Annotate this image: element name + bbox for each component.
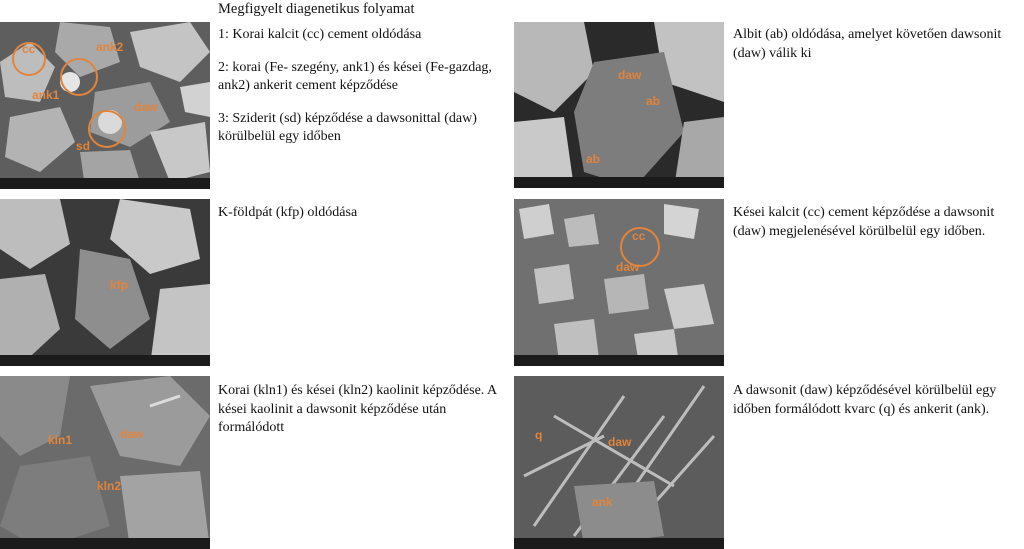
caption-1 xyxy=(218,26,493,161)
label-daw: daw xyxy=(120,427,144,441)
highlight-ring-daw xyxy=(88,110,126,148)
label-daw: daw xyxy=(618,68,642,82)
sem-texture-3 xyxy=(0,199,210,366)
sem-info-bar-6 xyxy=(514,538,724,549)
sem-info-bar-2 xyxy=(514,177,724,188)
sem-image-1 xyxy=(0,22,210,189)
label-daw: daw xyxy=(134,100,158,114)
label-cc: cc xyxy=(22,42,36,56)
sem-info-bar-1 xyxy=(0,178,210,189)
caption-4-text: Kései kalcit (cc) cement képződése a dawsonit (daw) megjelenésével körülbelül egy időben. xyxy=(733,205,995,239)
label-q: q xyxy=(535,428,543,442)
highlight-ring-ank1 xyxy=(60,58,98,96)
caption-3-text: K-földpát (kfp) oldódása xyxy=(218,205,358,220)
caption-3 xyxy=(218,204,493,237)
label-kln2: kln2 xyxy=(97,479,122,493)
label-kln1: kln1 xyxy=(48,433,73,447)
sem-image-2 xyxy=(514,22,724,188)
sem-texture-6 xyxy=(514,376,724,549)
label-ab-1: ab xyxy=(646,94,661,108)
label-kfp: kfp xyxy=(110,278,128,292)
label-ab-2: ab xyxy=(586,152,601,166)
caption-1-line-1: 1: Korai kalcit (cc) cement oldódása xyxy=(218,27,422,42)
label-sd: sd xyxy=(76,139,91,153)
sem-texture-5 xyxy=(0,376,210,549)
sem-info-bar-5 xyxy=(0,538,210,549)
label-ank: ank xyxy=(592,495,613,509)
caption-2 xyxy=(733,26,1013,77)
caption-2-text: Albit (ab) oldódása, amelyet követően dawsonit (daw) válik ki xyxy=(733,27,1002,61)
caption-6-text: A dawsonit (daw) képződésével körülbelül egy időben formálódott kvarc (q) és ankerit (ank). xyxy=(733,383,997,417)
sem-image-5 xyxy=(0,376,210,549)
sem-texture-4 xyxy=(514,199,724,366)
sem-info-bar-4 xyxy=(514,355,724,366)
sem-texture-2 xyxy=(514,22,724,188)
label-cc: cc xyxy=(632,229,646,243)
caption-1-line-3: 3: Sziderit (sd) képződése a dawsonittal (daw) körülbelül egy időben xyxy=(218,110,477,144)
sem-image-6 xyxy=(514,376,724,549)
caption-6 xyxy=(733,382,1013,433)
page-heading: Megfigyelt diagenetikus folyamat xyxy=(218,1,415,17)
label-ank2: ank2 xyxy=(96,40,124,54)
sem-image-3 xyxy=(0,199,210,366)
label-ank1: ank1 xyxy=(32,88,60,102)
caption-5 xyxy=(218,382,498,452)
label-daw: daw xyxy=(616,260,640,274)
caption-1-line-2: 2: korai (Fe- szegény, ank1) és kései (Fe-gazdag, ank2) ankerit cement képződése xyxy=(218,59,492,93)
sem-info-bar-3 xyxy=(0,355,210,366)
sem-image-4 xyxy=(514,199,724,366)
label-daw: daw xyxy=(608,435,632,449)
caption-5-text: Korai (kln1) és kései (kln2) kaolinit képződése. A kései kaolinit a dawsonit képződése után formálódott xyxy=(218,383,497,435)
caption-4 xyxy=(733,204,1013,255)
